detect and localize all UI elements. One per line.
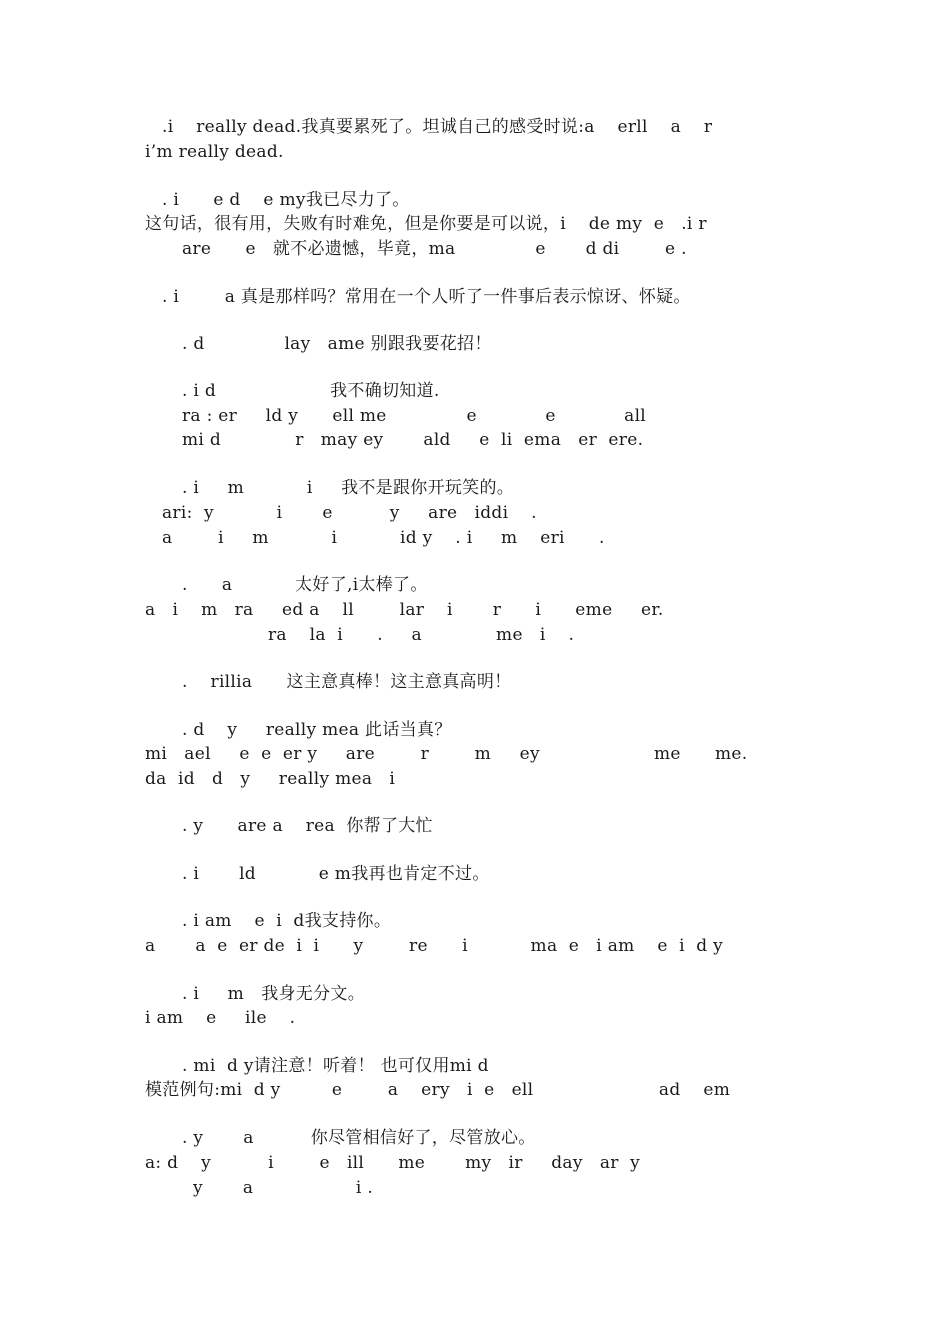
text-line: . d lay ame 别跟我要花招！	[182, 334, 492, 354]
text-line: 这句话，很有用，失败有时难免，但是你要是可以说，i de my e .i r	[145, 214, 707, 234]
text-line: . a 太好了,i太棒了。	[182, 575, 428, 595]
text-line: .i really dead.我真要累死了。坦诚自己的感受时说:a erll a r	[162, 117, 713, 137]
text-line: are e 就不必遗憾，毕竟，ma e d di e .	[182, 239, 687, 259]
text-line: da id d y really mea i	[145, 769, 396, 789]
text-line: . mi d y请注意！听着！ 也可仅用mi d	[182, 1056, 489, 1076]
text-line: ra : er ld y ell me e e all	[182, 406, 647, 426]
text-line: y a i .	[193, 1178, 374, 1198]
text-line: . rillia 这主意真棒！这主意真高明！	[182, 672, 512, 692]
text-line: . i e d e my我已尽力了。	[162, 190, 410, 210]
text-line: . y a 你尽管相信好了，尽管放心。	[182, 1128, 536, 1148]
text-line: . i ld e m我再也肯定不过。	[182, 864, 490, 884]
text-line: a i m ra ed a ll lar i r i eme er.	[145, 600, 664, 620]
text-line: a i m i id y . i m eri .	[162, 528, 605, 548]
text-line: i am e ile .	[145, 1008, 296, 1028]
text-line: ra la i . a me i .	[268, 625, 575, 645]
text-line: . i m i 我不是跟你开玩笑的。	[182, 478, 515, 498]
text-line: 模范例句:mi d y e a ery i e ell ad em	[145, 1080, 731, 1100]
text-line: . i am e i d我支持你。	[182, 911, 392, 931]
text-line: mi d r may ey ald e li ema er ere.	[182, 430, 644, 450]
text-line: mi ael e e er y are r m ey me me.	[145, 744, 748, 764]
text-line: a: d y i e ill me my ir day ar y	[145, 1153, 641, 1173]
text-line: a a e er de i i y re i ma e i am e i d y	[145, 936, 724, 956]
text-line: . d y really mea 此话当真？	[182, 720, 452, 740]
text-line: . i a 真是那样吗？常用在一个人听了一件事后表示惊讶、怀疑。	[162, 287, 691, 307]
text-line: i’m really dead.	[145, 142, 284, 162]
text-line: . i m 我身无分文。	[182, 984, 365, 1004]
text-line: . y are a rea 你帮了大忙	[182, 816, 433, 836]
text-line: . i d 我不确切知道.	[182, 381, 440, 401]
text-line: ari: y i e y are iddi .	[162, 503, 537, 523]
